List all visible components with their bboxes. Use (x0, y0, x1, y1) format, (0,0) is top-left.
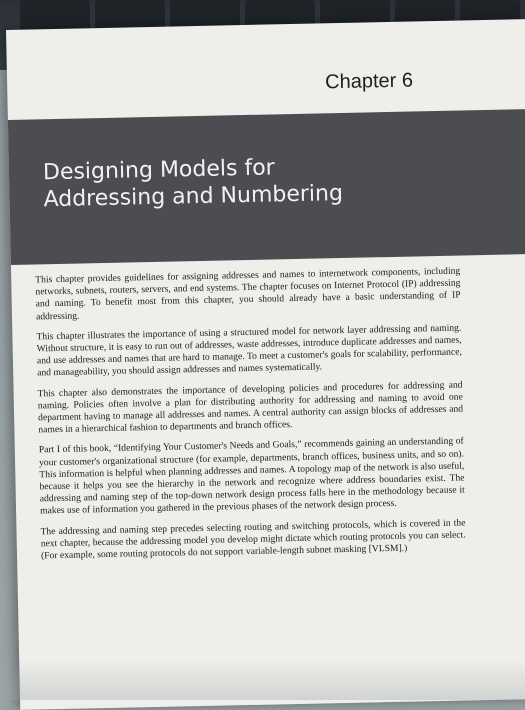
chapter-title-line-1: Designing Models for (42, 155, 275, 186)
paragraph: This chapter illustrates the importance of using a structured model for network layer addressing and naming. Without structure, it is easy to run out of addresses, waste addresses, introduce duplicate addresses and names, and use addresses and names that are hard to manage. To meet a customer's goals for scalability, performance, and manageability, you should assign addresses and names systematically. (36, 322, 462, 379)
chapter-label: Chapter 6 (324, 69, 414, 94)
paragraph: This chapter provides guidelines for assigning addresses and names to internetwork components, including networks, subnets, routers, servers, and end systems. The chapter focuses on Internet Protocol (IP) addressing and naming. To benefit most from this chapter, you should already have a basic understanding of IP addressing. (35, 265, 461, 323)
body-text (35, 266, 466, 571)
chapter-title (43, 153, 343, 213)
title-banner (8, 109, 525, 265)
paragraph: Part I of this book, “Identifying Your Customer's Needs and Goals,” recommends gaining an understanding of your customer's organizational structure (for example, departments, branch offices, business units, and so on). This information is helpful when planning addresses and names. A topology map of the network is also useful, because it helps you see the hierarchy in the network and recognize where address boundaries exist. The addressing and naming step of the top-down network design process falls here in the methodology because it makes use of information you gathered in the previous phases of the network design process. (38, 435, 465, 517)
paragraph: The addressing and naming step precedes selecting routing and switching protocols, which is covered in the next chapter, because the addressing model you develop might dictate which routing protocols you can select. (For example, some routing protocols do not support variable-length subnet masking [VLSM].) (40, 517, 466, 562)
paragraph: This chapter also demonstrates the importance of developing policies and procedures for addressing and naming. Policies often involve a plan for distributing authority for addressing and naming to avoid one department having to manage all addresses and names. A central authority can assign blocks of addresses and names in a hierarchical fashion to departments and branch offices. (37, 379, 464, 436)
book-page (6, 19, 525, 710)
chapter-title-line-2: Addressing and Numbering (43, 180, 344, 213)
